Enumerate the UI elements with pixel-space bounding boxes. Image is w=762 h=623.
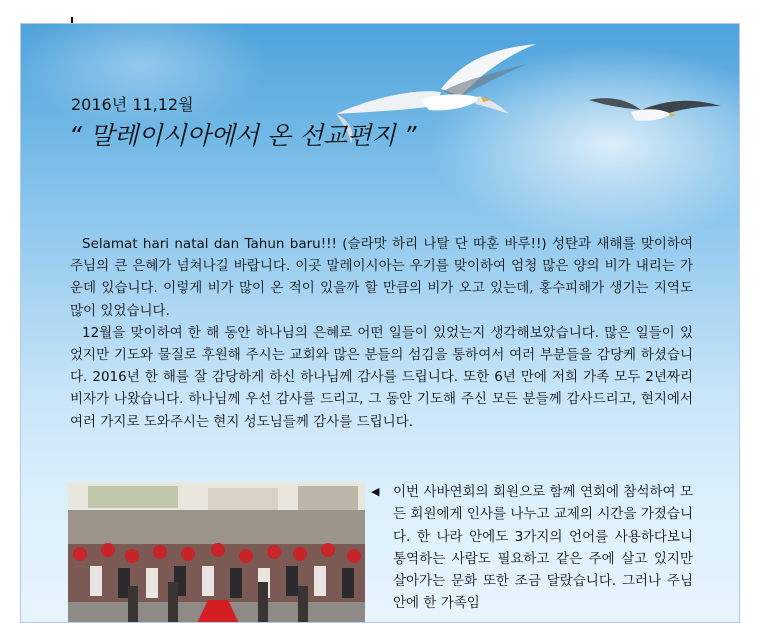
photo-caption	[371, 481, 693, 615]
letter-title: “ 말레이시아에서 온 선교편지 ”	[69, 121, 417, 150]
group-photo	[68, 482, 365, 623]
letter-body	[70, 233, 693, 433]
caption-text: 이번 사바연회의 회원으로 함께 연회에 참석하여 모든 회원에게 인사를 나누고 교제의 시간을 가졌습니다. 한 나라 안에도 3가지의 언어를 사용하다보니 통역하는 사람도 필요하고 같은 주에 살고 있지만 살아가는 문화 또한 조금 달랐습니다. 그러나 주님 안에 한 가족임	[393, 484, 693, 612]
paragraph-1: Selamat hari natal dan Tahun baru!!! (슬라맛 하리 나탈 단 따훈 바루!!) 성탄과 새해를 맞이하여 주님의 큰 은혜가 넘쳐나길 바랍니다. 이곳 말레이시아는 우기를 맞이하여 엄청 많은 양의 비가 내리는 가운데 있습니다. 이렇게 비가 많이 온 적이 있을까 할 만큼의 비가 오고 있는데, 홍수피해가 생기는 지역도 많이 있었습니다.	[70, 236, 693, 319]
left-triangle-arrow-icon: ◀	[371, 485, 380, 498]
letter-date: 2016년 11,12월	[71, 95, 194, 114]
letter-page	[20, 23, 740, 623]
seagull-small-icon	[581, 82, 731, 142]
paragraph-2: 12월을 맞이하여 한 해 동안 하나님의 은혜로 어떤 일들이 있었는지 생각해보았습니다. 많은 일들이 있었지만 기도와 물질로 후원해 주시는 교회와 많은 분들의 섬김을 통하여서 여러 부분들을 감당케 하셨습니다. 2016년 한 해를 잘 감당하게 하신 하나님께 감사를 드립니다. 또한 6년 만에 저희 가족 모두 2년짜리 비자가 나왔습니다. 하나님께 우선 감사를 드리고, 그 동안 기도해 주신 모든 분들께 감사드리고, 현지에서 여러 가지로 도와주시는 현지 성도님들께 감사를 드립니다.	[70, 324, 693, 430]
